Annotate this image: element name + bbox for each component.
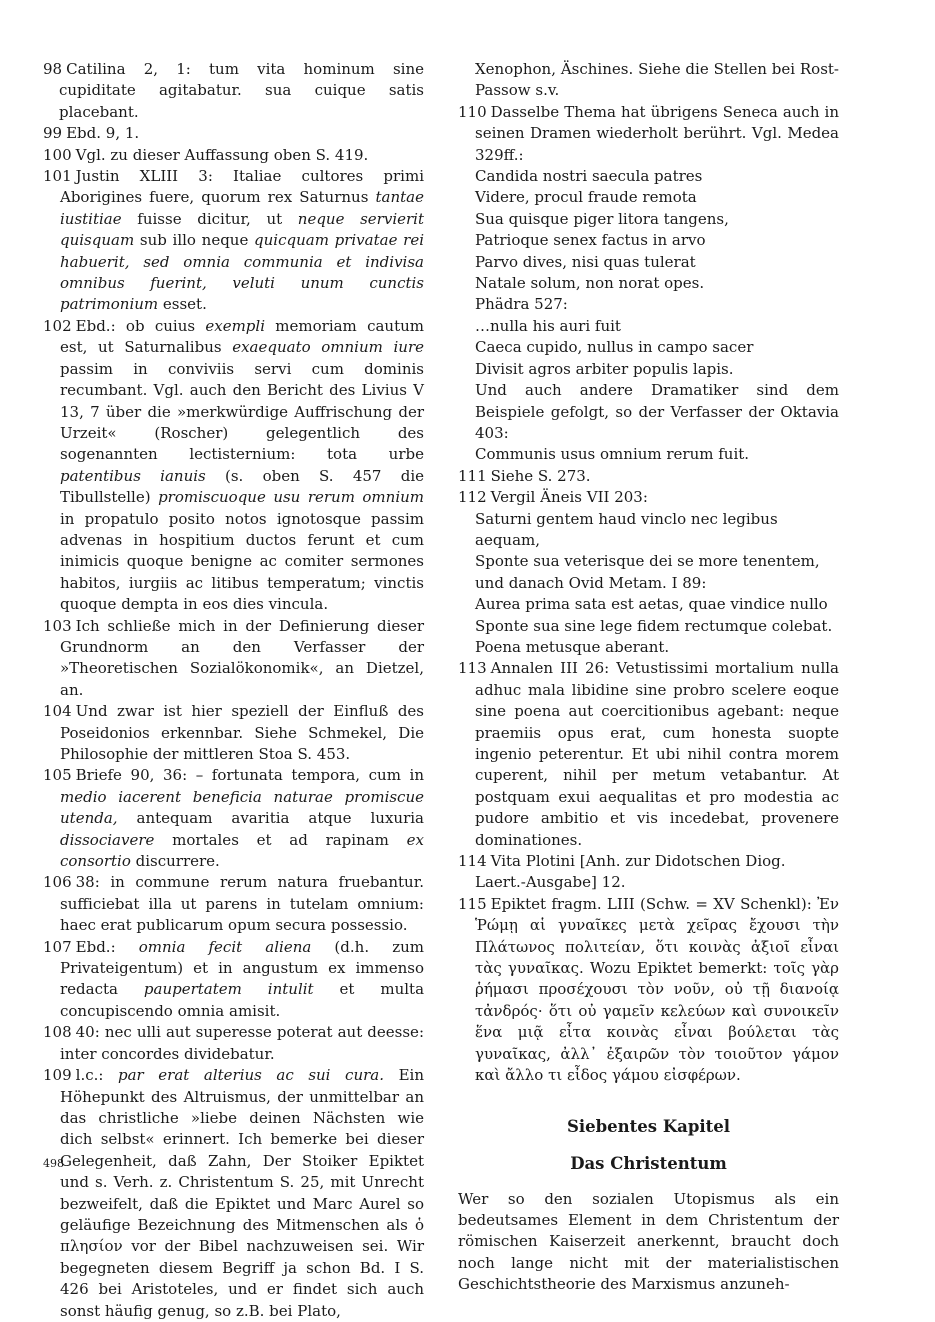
- footnote-108: [43, 1022, 424, 1065]
- footnote-text: 40: nec ulli aut superesse poterat aut deesse: inter concordes dividebatur.: [60, 1023, 424, 1063]
- body-paragraph: Wer so den sozialen Utopismus als ein bedeutsames Element in dem Christentum der römischen Kaiserzeit anerkennt, braucht doch noch lange nicht mit der materialistischen Geschichtstheorie des Marxismus anzuneh-: [458, 1189, 839, 1294]
- right-column: [458, 59, 839, 1296]
- footnote-109-continued: [458, 59, 839, 102]
- footnote-111: [458, 466, 839, 487]
- verse-block: [458, 444, 839, 465]
- footnote-italic-text: neque servierit quisquam: [60, 209, 424, 250]
- footnote-text: antequam avaritia atque luxuria: [117, 809, 424, 828]
- footnote-number: 112: [458, 488, 487, 507]
- footnote-text: 38: in commune rerum natura fruebantur. sufficiebat illa ut parens in tutelam omnium: haec erat publicarum opum secura possessio.: [60, 873, 424, 935]
- chapter-title: Das Christentum: [570, 1153, 727, 1173]
- footnote-italic-text: paupertatem intulit: [143, 980, 314, 999]
- footnote-text: Annalen III 26: Vetustissimi mortalium nulla adhuc mala libidine sine probro scelere eoque sine poena aut coercitionibus agebant: neque praemiis opus erat, cum honesta suopte ingenio peterentur. Et ubi nihil contra morem cuperent, nihil per metum vetabantur. At postquam exui aequalitas et pro modestia ac pudore ambitio et vis incedebat, provenere dominationes.: [475, 659, 839, 849]
- footnote-number: 115: [458, 894, 487, 913]
- footnote-104: [43, 701, 424, 765]
- footnote-number: 103: [43, 616, 72, 635]
- footnote-number: 107: [43, 937, 72, 956]
- footnote-109: [43, 1065, 424, 1322]
- footnote-italic-text: quicquam privatae rei habuerit, sed omnia communia et indivisa omnibus fuerint, veluti unum cunctis patrimonium: [60, 231, 424, 314]
- footnote-text: (s. oben S. 457 die Tibullstelle): [60, 466, 424, 507]
- footnote-text-line: Vita Plotini [Anh. zur Didotschen Diog.: [490, 852, 786, 871]
- footnote-text: Dasselbe Thema hat übrigens Seneca auch in seinen Dramen wiederholt berührt. Vgl. Medea 329ff.:: [475, 102, 839, 164]
- footnote-text: Ein Höhepunkt des Altruismus, der unmittelbar an das christliche »liebe deinen Nächsten wie dich selbst« erinnert. Ich bemerke bei dieser Gelegenheit, daß Zahn, Der Stoiker Epiktet und s. Verh. z. Christentum S. 25, mit Unrecht bezweifelt, daß die Epiktet und Marc Aurel so geläufige Bezeichnung des Mitmenschen als ὁ πλησίον vor der Bibel nachzuweisen sei. Wir begegneten diesem Begriff ja schon Bd. I S. 426 bei Aristoteles, und er findet sich auch sonst häufig genug, so z.B. bei Plato,: [60, 1066, 424, 1320]
- footnote-text: Epiktet fragm. LIII (Schw. = XV Schenkl): Ἐν Ῥώμῃ αἱ γυναῖκες μετὰ χεῖρας ἔχουσι τὴν Πλάτωνος πολιτείαν, ὅτι κοινὰς ἀξιοῖ εἶναι τὰς γυναῖκας. Wozu Epiktet bemerkt: τοῖς γὰρ ῥήμασι προσέχουσι τὸν νοῦν, οὐ τῇ διανοίᾳ τἀνδρός· ὅτι οὐ γαμεῖν κελεύων καὶ συνοικεῖν ἕνα μιᾷ εἶτα κοινὰς εἶναι βούλεται τὰς γυναῖκας, ἀλλ᾽ ἐξαιρῶν τὸν τοιοῦτον γάμον καὶ ἄλλο τι εἶδος γάμου εἰσφέρων.: [475, 894, 839, 1085]
- footnote-italic-text: dissociavere: [60, 830, 155, 849]
- chapter-heading: Siebentes Kapitel: [566, 1116, 731, 1136]
- footnote-italic-text: exaequato omnium iure: [232, 338, 424, 357]
- footnote-number: 114: [458, 852, 487, 871]
- footnote-italic-text: promiscuoque usu rerum omnium: [158, 488, 424, 507]
- footnote-number: 99: [43, 124, 63, 143]
- footnote-text: in propatulo posito notos ignotosque passim advenas in hospitium ductos ferunt et cum inimicis quoque benigne ac comiter sermones habitos, iurgiis ac litibus temperatum; vinctis quoque dempta in eos dies vincula.: [60, 509, 424, 614]
- verse-line: Communis usus omnium rerum fuit.: [475, 445, 750, 464]
- footnote-number: 101: [43, 167, 72, 186]
- verse-line: Divisit agros arbiter populis lapis.: [475, 359, 734, 378]
- footnote-106: [43, 872, 424, 936]
- verse-line: Saturni gentem haud vinclo nec legibus aequam,: [475, 509, 778, 549]
- footnote-text: et multa concupiscendo omnia amisit.: [60, 980, 425, 1020]
- verse-line: …nulla his auri fuit: [475, 316, 621, 335]
- footnote-text: Ich schließe mich in der Definierung dieser Grundnorm an den Verfasser der »Theoretischen Sozialökonomik«, an Dietzel, an.: [60, 616, 424, 699]
- footnote-italic-text: tantae iustitiae: [60, 188, 424, 228]
- footnote-text: mortales et ad rapinam: [154, 830, 407, 849]
- left-footnote-column: [43, 59, 424, 1322]
- footnote-101: [43, 166, 424, 316]
- verse-line: Candida nostri saecula patres: [475, 167, 703, 186]
- verse-line: und danach Ovid Metam. I 89:: [475, 573, 707, 592]
- footnote-number: 111: [458, 466, 487, 485]
- footnote-number: 110: [458, 102, 487, 121]
- footnote-text: Vergil Äneis VII 203:: [490, 488, 648, 507]
- footnote-text: Ebd.: ob cuius: [75, 316, 206, 335]
- verse-line: Videre, procul fraude remota: [475, 188, 697, 207]
- footnote-italic-text: patentibus ianuis: [60, 466, 206, 485]
- footnote-number: 106: [43, 873, 72, 892]
- footnote-number: 105: [43, 766, 72, 785]
- footnote-110-mid-text: [458, 380, 839, 444]
- footnote-107: [43, 937, 424, 1023]
- footnote-112: [458, 487, 839, 508]
- footnote-114: [458, 851, 839, 894]
- footnote-100: [43, 145, 424, 166]
- verse-line: Caeca cupido, nullus in campo sacer: [475, 338, 754, 357]
- footnote-text: passim in conviviis servi cum dominis recumbant. Vgl. auch den Bericht des Livius V 13, 7 über die »merkwürdige Auffrischung der Urzeit« (Roscher) gelegentlich des sogenannten lectisternium: tota urbe: [60, 359, 424, 464]
- verse-line: Natale solum, non norat opes.: [475, 274, 705, 293]
- verse-line: Sponte sua veterisque dei se more tenentem,: [475, 552, 820, 571]
- footnote-text: discurrere.: [130, 852, 220, 871]
- footnote-text: (d.h. zum Privateigentum) et in angustum ex immenso redacta: [60, 937, 424, 999]
- verse-line: Aurea prima sata est aetas, quae vindice nullo: [475, 595, 828, 614]
- verse-block: [458, 166, 839, 380]
- verse-line: Poena metusque aberant.: [475, 637, 670, 656]
- footnote-number: 108: [43, 1023, 72, 1042]
- footnote-text: Ebd. 9, 1.: [66, 124, 140, 143]
- verse-line: Patrioque senex factus in arvo: [475, 231, 706, 250]
- verse-line: Sua quisque piger litora tangens,: [475, 209, 729, 228]
- footnote-italic-text: exempli: [205, 316, 265, 335]
- footnote-103: [43, 616, 424, 702]
- footnote-text: Und zwar ist hier speziell der Einfluß des Poseidonios erkennbar. Siehe Schmekel, Die Philosophie der mittleren Stoa S. 453.: [60, 702, 424, 763]
- footnote-number: 109: [43, 1066, 72, 1085]
- footnote-number: 104: [43, 702, 72, 721]
- verse-block: [458, 509, 839, 659]
- footnote-text: fuisse dicitur, ut: [121, 209, 298, 228]
- footnote-102: [43, 316, 424, 616]
- footnote-115: [458, 894, 839, 1087]
- footnote-italic-text: ex consortio: [60, 830, 424, 871]
- footnote-number: 102: [43, 316, 72, 335]
- verse-line: Sponte sua sine lege fidem rectumque colebat.: [475, 616, 833, 635]
- footnote-text-line: Laert.-Ausgabe] 12.: [475, 873, 626, 892]
- footnote-text: memoriam cautum est, ut Saturnalibus: [60, 316, 424, 357]
- footnote-text: Briefe 90, 36: – fortunata tempora, cum in: [75, 766, 424, 785]
- verse-line: Parvo dives, nisi quas tulerat: [475, 252, 696, 271]
- footnote-italic-text: medio iacerent beneficia naturae promiscue utenda,: [60, 787, 424, 828]
- footnote-number: 100: [43, 145, 72, 164]
- footnote-text: sub illo neque: [134, 231, 255, 250]
- footnote-110: [458, 102, 839, 166]
- footnote-text: Und auch andere Dramatiker sind dem Beispiele gefolgt, so der Verfasser der Oktavia 403:: [475, 381, 839, 442]
- page-number: 498: [43, 1157, 64, 1170]
- footnote-105: [43, 765, 424, 872]
- footnote-text: Vgl. zu dieser Auffassung oben S. 419.: [75, 145, 369, 164]
- footnote-text: Ebd.:: [75, 937, 139, 956]
- footnote-text: Xenophon, Äschines. Siehe die Stellen bei Rost-Passow s.v.: [475, 60, 839, 100]
- footnote-italic-text: par erat alterius ac sui cura.: [118, 1066, 384, 1085]
- footnote-italic-text: omnia fecit aliena: [138, 937, 312, 956]
- footnote-text: Catilina 2, 1: tum vita hominum sine cupiditate agitabatur. sua cuique satis placebant.: [59, 60, 424, 121]
- footnote-number: 113: [458, 659, 487, 678]
- footnote-text: Siehe S. 273.: [490, 466, 591, 485]
- footnote-text: l.c.:: [75, 1066, 118, 1085]
- footnote-99: [43, 123, 424, 144]
- verse-line: Phädra 527:: [475, 295, 568, 314]
- footnote-number: 98: [43, 60, 63, 78]
- footnote-98: [43, 59, 424, 123]
- footnote-113: [458, 658, 839, 851]
- footnote-text: esset.: [158, 295, 207, 314]
- footnote-text: Justin XLIII 3: Italiae cultores primi Aborigines fuere, quorum rex Saturnus: [60, 167, 424, 207]
